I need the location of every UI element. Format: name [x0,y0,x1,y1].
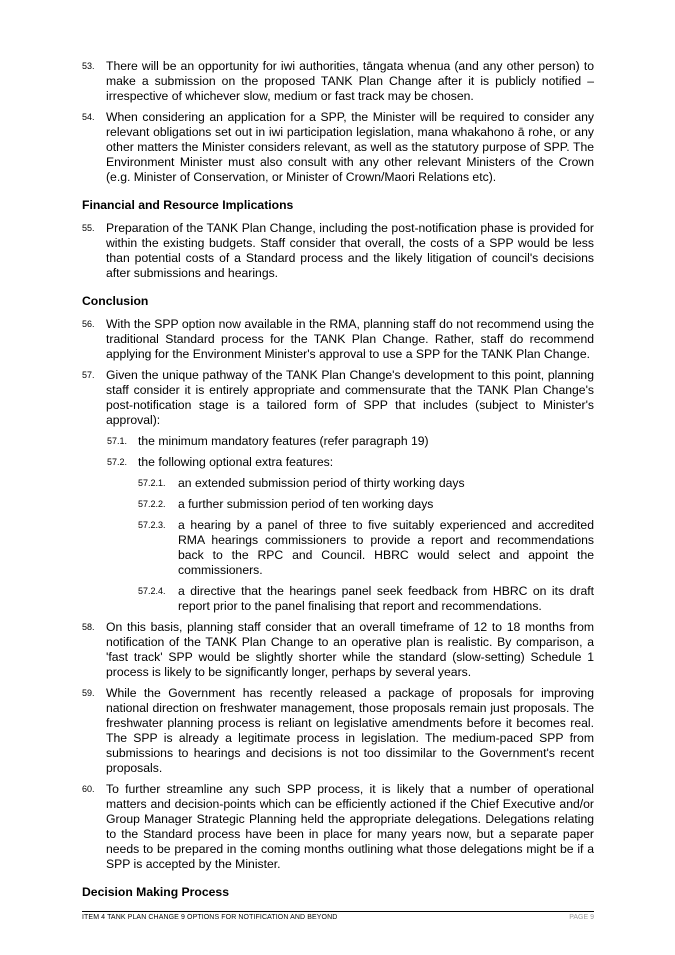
footer-item-title: ITEM 4 TANK PLAN CHANGE 9 OPTIONS FOR NOTIFICATION AND BEYOND [82,914,338,921]
paragraph-60 [82,782,594,872]
subparagraph-number: 57.1. [107,436,128,446]
paragraph-number: 60. [82,784,95,794]
paragraph-58 [82,620,594,680]
paragraph-text: With the SPP option now available in the RMA, planning staff do not recommend using the traditional Standard process for the TANK Plan Change. Rather, staff do recommend applying for the Environment Minister's approval to use a SPP for the TANK Plan Change. [106,317,594,361]
subsubparagraph-57-2-4 [138,584,594,614]
subsubparagraph-number: 57.2.2. [138,499,166,509]
subparagraph-number: 57.2. [107,457,128,467]
subsubparagraph-text: a further submission period of ten working days [178,497,434,511]
subsubparagraph-57-2-2 [138,497,594,512]
paragraph-text: On this basis, planning staff consider that an overall timeframe of 12 to 18 months from notification of the TANK Plan Change to an operative plan is realistic. By comparison, a 'fast track' SPP would be slightly shorter while the standard (slow-setting) Schedule 1 process is likely to be significantly longer, perhaps by several years. [106,620,594,679]
footer-divider [82,911,594,912]
paragraph-55 [82,221,594,281]
paragraph-number: 53. [82,61,95,71]
page-content [82,59,594,908]
subsubparagraph-text: an extended submission period of thirty working days [178,476,465,490]
paragraph-text: While the Government has recently released a package of proposals for improving national direction on freshwater management, those proposals remain just proposals. The freshwater planning process is reliant on legislative amendments before it becomes real. The SPP is already a legitimate process in legislation. The medium-paced SPP from submissions to hearings and decisions is not too dissimilar to the Government's recent proposals. [106,686,594,775]
subparagraph-57-2 [107,455,594,470]
paragraph-53 [82,59,594,104]
subparagraph-text: the minimum mandatory features (refer paragraph 19) [138,434,429,448]
paragraph-text: Preparation of the TANK Plan Change, including the post-notification phase is provided for within the existing budgets. Staff consider that overall, the costs of a SPP would be less than potential costs of a Standard process and the likely litigation of council's decisions after submissions and hearings. [106,221,594,280]
subsubparagraph-number: 57.2.4. [138,586,166,596]
paragraph-text: There will be an opportunity for iwi authorities, tāngata whenua (and any other person) to make a submission on the proposed TANK Plan Change after it is publicly notified – irrespective of whichever slow, medium or fast track may be chosen. [106,59,594,103]
paragraph-54 [82,110,594,185]
footer-page-number: PAGE 9 [569,914,594,921]
paragraph-number: 59. [82,688,95,698]
paragraph-59 [82,686,594,776]
subsubparagraph-number: 57.2.1. [138,478,166,488]
heading-financial: Financial and Resource Implications [82,198,294,212]
subsubparagraph-57-2-3 [138,518,594,578]
subparagraph-text: the following optional extra features: [138,455,334,469]
paragraph-text: To further streamline any such SPP process, it is likely that a number of operational matters and decision-points which can be efficiently actioned if the Chief Executive and/or Group Manager Strategic Planning held the appropriate delegations. Delegations relating to the Standard process have been in place for many years now, but a separate paper needs to be prepared in the coming months outlining what those delegations might be if a SPP is accepted by the Minister. [106,782,594,871]
subsubparagraph-number: 57.2.3. [138,520,166,530]
subsubparagraph-57-2-1 [138,476,594,491]
paragraph-57 [82,368,594,428]
paragraph-text: Given the unique pathway of the TANK Plan Change's development to this point, planning staff consider it is entirely appropriate and commensurate that the TANK Plan Change's post-notification stage is a tailored form of SPP that includes (subject to Minister's approval): [106,368,594,427]
paragraph-number: 55. [82,223,95,233]
paragraph-number: 58. [82,622,95,632]
paragraph-56 [82,317,594,362]
subsubparagraph-text: a hearing by a panel of three to five suitably experienced and accredited RMA hearings commissioners to provide a report and recommendations back to the RPC and Council. HBRC would select and appoint the commissioners. [178,518,594,577]
subsubparagraph-text: a directive that the hearings panel seek feedback from HBRC on its draft report prior to the panel finalising that report and recommendations. [178,584,594,613]
paragraph-text: When considering an application for a SPP, the Minister will be required to consider any relevant obligations set out in iwi participation legislation, mana whakahono ā rohe, or any other matters the Minister considers relevant, as well as the statutory purpose of SPP. The Environment Minister must also consult with any other relevant Ministers of the Crown (e.g. Minister of Conservation, or Minister of Crown/Maori Relations etc). [106,110,594,184]
subparagraph-57-1 [107,434,594,449]
paragraph-number: 56. [82,319,95,329]
paragraph-number: 57. [82,370,95,380]
heading-decision-making: Decision Making Process [82,885,229,899]
paragraph-number: 54. [82,112,95,122]
heading-conclusion: Conclusion [82,294,149,308]
